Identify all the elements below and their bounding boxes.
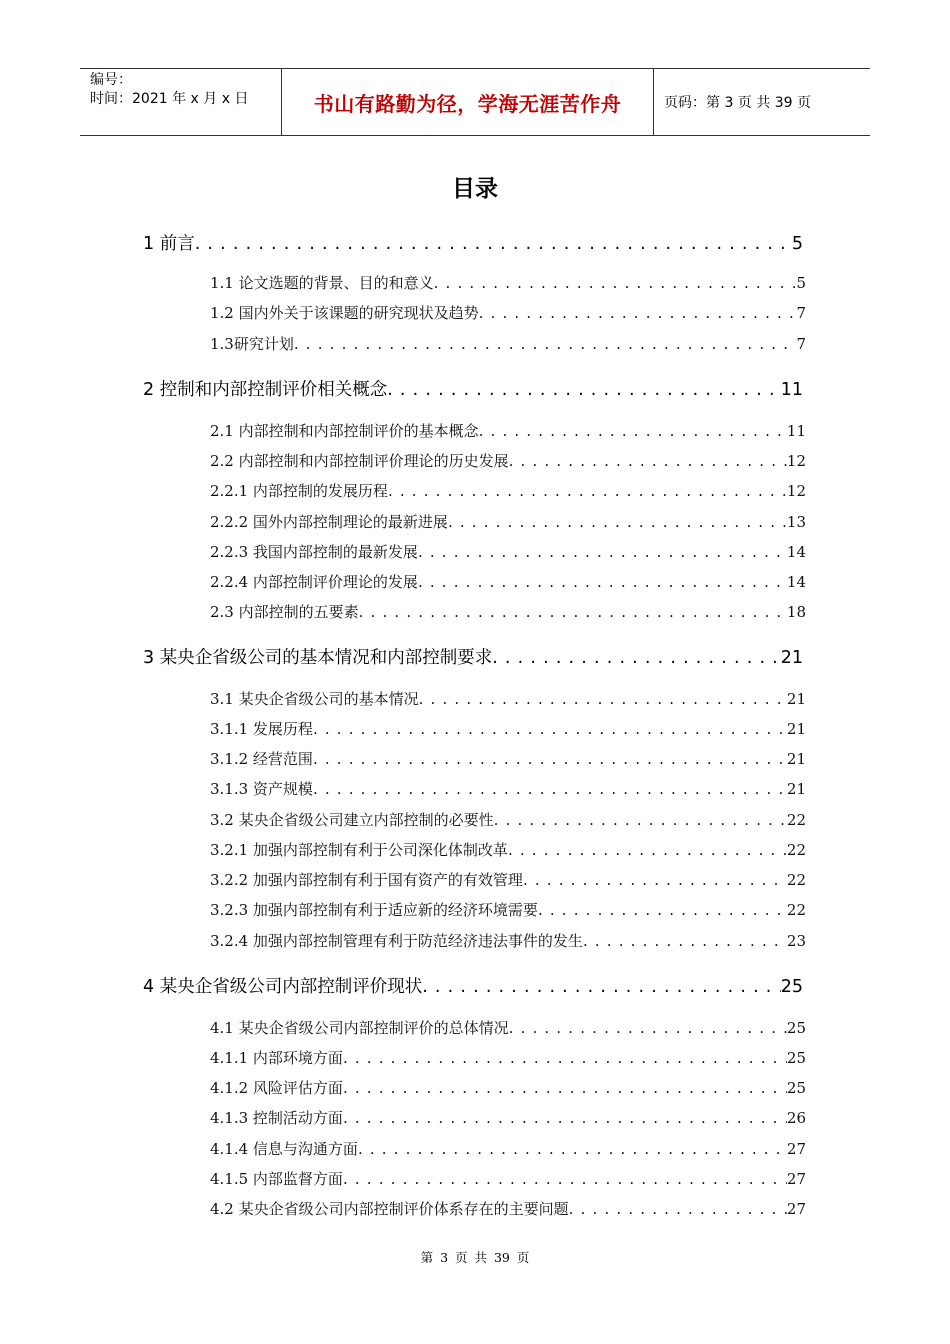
toc-chapter-entry[interactable]	[143, 376, 803, 401]
toc-dot-leader	[358, 1140, 787, 1158]
toc-section-entry[interactable]	[210, 1138, 806, 1159]
toc-dot-leader	[479, 304, 797, 322]
toc-entry-title: 2.1 内部控制和内部控制评价的基本概念	[210, 422, 479, 440]
toc-page-number: 21	[786, 690, 806, 708]
toc-page-number: 26	[786, 1109, 806, 1127]
toc-page-number: 23	[786, 932, 806, 950]
toc-entry-title: 4.1.5 内部监督方面	[210, 1170, 343, 1188]
toc-dot-leader	[569, 1200, 787, 1218]
toc-page-number: 22	[786, 901, 806, 919]
toc-entry-title: 2.3 内部控制的五要素	[210, 603, 359, 621]
toc-dot-leader	[418, 573, 787, 591]
toc-dot-leader	[434, 274, 797, 292]
toc-entry-title: 3.2.4 加强内部控制管理有利于防范经济违法事件的发生	[210, 932, 583, 950]
toc-page-number: 22	[786, 871, 806, 889]
header-date: 时间：2021 年 x 月 x 日	[90, 91, 249, 107]
toc-page-number: 13	[786, 513, 806, 531]
toc-page-number: 21	[786, 720, 806, 738]
toc-section-entry[interactable]	[210, 1077, 806, 1098]
toc-page-number: 14	[786, 573, 806, 591]
toc-dot-leader	[195, 234, 792, 254]
toc-dot-leader	[343, 1049, 787, 1067]
toc-dot-leader	[492, 648, 781, 668]
toc-dot-leader	[508, 841, 787, 859]
toc-page-number: 5	[796, 274, 806, 292]
toc-dot-leader	[422, 977, 781, 997]
toc-dot-leader	[313, 750, 787, 768]
toc-chapter-entry[interactable]	[143, 644, 803, 669]
toc-dot-leader	[388, 482, 787, 500]
toc-page-number: 22	[786, 811, 806, 829]
header-number: 编号：	[90, 72, 132, 88]
toc-section-entry[interactable]	[210, 869, 806, 890]
toc-page-number: 25	[780, 977, 803, 997]
toc-title: 目录	[452, 176, 498, 202]
toc-dot-leader	[294, 335, 797, 353]
toc-page-number: 12	[786, 482, 806, 500]
toc-entry-title: 4.1.1 内部环境方面	[210, 1049, 343, 1067]
toc-dot-leader	[448, 513, 787, 531]
toc-page-number: 25	[786, 1049, 806, 1067]
toc-section-entry[interactable]	[210, 930, 806, 951]
toc-dot-leader	[359, 603, 787, 621]
toc-page-number: 5	[791, 234, 803, 254]
page-header	[80, 68, 870, 136]
toc-dot-leader	[509, 1019, 787, 1037]
toc-dot-leader	[313, 720, 787, 738]
toc-section-entry[interactable]	[210, 333, 806, 354]
toc-page-number: 11	[780, 380, 803, 400]
toc-section-entry[interactable]	[210, 1107, 806, 1128]
toc-section-entry[interactable]	[210, 1168, 806, 1189]
toc-entry-title: 3.2.2 加强内部控制有利于国有资产的有效管理	[210, 871, 523, 889]
toc-dot-leader	[494, 811, 787, 829]
toc-page-number: 27	[786, 1200, 806, 1218]
toc-page-number: 21	[786, 780, 806, 798]
toc-dot-leader	[343, 1109, 787, 1127]
toc-page-number: 12	[786, 452, 806, 470]
toc-section-entry[interactable]	[210, 1047, 806, 1068]
toc-dot-leader	[419, 690, 787, 708]
toc-entry-title: 1.2 国内外关于该课题的研究现状及趋势	[210, 304, 479, 322]
toc-section-entry[interactable]	[210, 778, 806, 799]
toc-entry-title: 2.2.4 内部控制评价理论的发展	[210, 573, 418, 591]
toc-page-number: 18	[786, 603, 806, 621]
toc-entry-title: 3.1.3 资产规模	[210, 780, 313, 798]
toc-section-entry[interactable]	[210, 688, 806, 709]
toc-page-number: 21	[786, 750, 806, 768]
toc-dot-leader	[479, 422, 787, 440]
toc-chapter-entry[interactable]	[143, 230, 803, 255]
toc-entry-title: 3.2 某央企省级公司建立内部控制的必要性	[210, 811, 494, 829]
toc-dot-leader	[509, 452, 787, 470]
toc-entry-title: 4 某央企省级公司内部控制评价现状	[143, 977, 423, 997]
toc-entry-title: 4.1 某央企省级公司内部控制评价的总体情况	[210, 1019, 509, 1037]
header-page-info: 页码：第 3 页 共 39 页	[664, 95, 811, 111]
toc-section-entry[interactable]	[210, 1198, 806, 1219]
toc-section-entry[interactable]	[210, 839, 806, 860]
toc-page-number: 7	[796, 335, 806, 353]
toc-page-number: 14	[786, 543, 806, 561]
toc-section-entry[interactable]	[210, 480, 806, 501]
toc-section-entry[interactable]	[210, 899, 806, 920]
toc-page-number: 7	[796, 304, 806, 322]
toc-entry-title: 4.2 某央企省级公司内部控制评价体系存在的主要问题	[210, 1200, 569, 1218]
toc-section-entry[interactable]	[210, 272, 806, 293]
toc-entry-title: 2.2.3 我国内部控制的最新发展	[210, 543, 418, 561]
toc-entry-title: 2.2.1 内部控制的发展历程	[210, 482, 388, 500]
toc-section-entry[interactable]	[210, 718, 806, 739]
toc-page-number: 27	[786, 1170, 806, 1188]
toc-entry-title: 3 某央企省级公司的基本情况和内部控制要求	[143, 648, 493, 668]
toc-page-number: 22	[786, 841, 806, 859]
toc-entry-title: 3.2.1 加强内部控制有利于公司深化体制改革	[210, 841, 508, 859]
toc-page-number: 27	[786, 1140, 806, 1158]
header-meta	[80, 69, 282, 135]
toc-page-number: 25	[786, 1019, 806, 1037]
toc-entry-title: 1 前言	[143, 234, 195, 254]
toc-section-entry[interactable]	[210, 571, 806, 592]
toc-page-number: 11	[786, 422, 806, 440]
toc-dot-leader	[538, 901, 787, 919]
toc-entry-title: 1.3研究计划	[210, 335, 294, 353]
toc-entry-title: 3.1 某央企省级公司的基本情况	[210, 690, 419, 708]
toc-section-entry[interactable]	[210, 302, 806, 323]
toc-page-number: 25	[786, 1079, 806, 1097]
toc-entry-title: 3.1.1 发展历程	[210, 720, 313, 738]
toc-entry-title: 3.2.3 加强内部控制有利于适应新的经济环境需要	[210, 901, 538, 919]
toc-section-entry[interactable]	[210, 420, 806, 441]
toc-entry-title: 4.1.4 信息与沟通方面	[210, 1140, 358, 1158]
toc-page-number: 21	[780, 648, 803, 668]
toc-dot-leader	[418, 543, 787, 561]
toc-entry-title: 2.2.2 国外内部控制理论的最新进展	[210, 513, 448, 531]
toc-section-entry[interactable]	[210, 601, 806, 622]
toc-section-entry[interactable]	[210, 541, 806, 562]
toc-section-entry[interactable]	[210, 1017, 806, 1038]
toc-section-entry[interactable]	[210, 748, 806, 769]
toc-entry-title: 2 控制和内部控制评价相关概念	[143, 380, 388, 400]
page-footer: 第 3 页 共 39 页	[420, 1250, 530, 1265]
toc-entry-title: 4.1.3 控制活动方面	[210, 1109, 343, 1127]
toc-dot-leader	[523, 871, 787, 889]
toc-dot-leader	[343, 1079, 787, 1097]
header-motto: 书山有路勤为径，学海无涯苦作舟	[282, 69, 654, 135]
toc-entry-title: 2.2 内部控制和内部控制评价理论的历史发展	[210, 452, 509, 470]
toc-entry-title: 4.1.2 风险评估方面	[210, 1079, 343, 1097]
toc-entry-title: 3.1.2 经营范围	[210, 750, 313, 768]
toc-chapter-entry[interactable]	[143, 973, 803, 998]
toc-entry-title: 1.1 论文选题的背景、目的和意义	[210, 274, 434, 292]
toc-dot-leader	[343, 1170, 787, 1188]
toc-dot-leader	[387, 380, 781, 400]
toc-section-entry[interactable]	[210, 809, 806, 830]
toc-dot-leader	[313, 780, 787, 798]
toc-section-entry[interactable]	[210, 511, 806, 532]
toc-dot-leader	[583, 932, 787, 950]
toc-section-entry[interactable]	[210, 450, 806, 471]
